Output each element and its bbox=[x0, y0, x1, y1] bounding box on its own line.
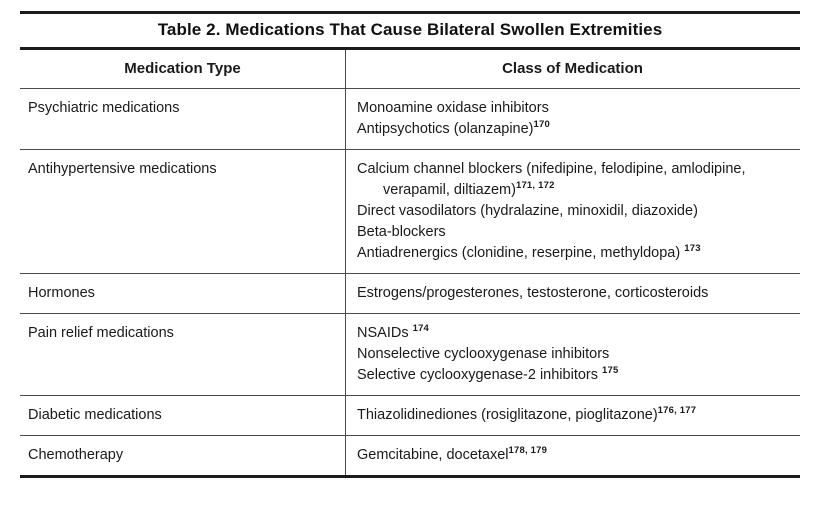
cell-medication-type: Diabetic medications bbox=[28, 407, 162, 423]
table-title: Table 2. Medications That Cause Bilateral Swollen Extremities bbox=[157, 20, 663, 39]
medication-class-text: Direct vasodilators (hydralazine, minoxidil, diazoxide) bbox=[357, 203, 698, 219]
table-header-row bbox=[20, 50, 800, 88]
table-bottom-rule bbox=[20, 475, 800, 478]
table-row bbox=[20, 396, 800, 435]
cell-medication-type: Chemotherapy bbox=[28, 447, 124, 463]
column-header-class-of-medication: Class of Medication bbox=[502, 60, 643, 77]
table-grid bbox=[20, 50, 800, 475]
table-body bbox=[20, 89, 800, 475]
medication-class-text: Gemcitabine, docetaxel bbox=[357, 447, 509, 463]
cell-class-of-medication bbox=[345, 274, 800, 313]
medication-class-line bbox=[357, 344, 792, 365]
medication-class-text: Selective cyclooxygenase-2 inhibitors bbox=[357, 367, 603, 383]
medication-class-text: Monoamine oxidase inhibitors bbox=[357, 100, 549, 116]
medication-class-text: Nonselective cyclooxygenase inhibitors bbox=[357, 346, 610, 362]
cell-class-of-medication bbox=[345, 436, 800, 475]
cell-medication-type: Psychiatric medications bbox=[28, 100, 180, 116]
table-row bbox=[20, 436, 800, 475]
medication-class-line bbox=[357, 445, 792, 466]
cell-class-of-medication bbox=[345, 396, 800, 435]
medication-class-text: Calcium channel blockers (nifedipine, felodipine, amlodipine, bbox=[357, 161, 746, 177]
table-row bbox=[20, 150, 800, 273]
medication-class-text: Beta-blockers bbox=[357, 224, 446, 240]
table-row bbox=[20, 314, 800, 395]
medication-class-line bbox=[357, 180, 792, 201]
cell-medication-type: Antihypertensive medications bbox=[28, 161, 217, 177]
cell-class-of-medication bbox=[345, 89, 800, 149]
medication-class-line bbox=[357, 222, 792, 243]
medication-class-text: Estrogens/progesterones, testosterone, corticosteroids bbox=[357, 285, 709, 301]
table-row bbox=[20, 274, 800, 313]
medication-table-figure bbox=[20, 11, 800, 478]
medication-class-line bbox=[357, 243, 792, 264]
medication-class-text: Thiazolidinediones (rosiglitazone, pioglitazone) bbox=[357, 407, 658, 423]
reference-superscript: 176, 177 bbox=[657, 405, 697, 417]
medication-class-text: NSAIDs bbox=[357, 325, 413, 341]
column-header-medication-type: Medication Type bbox=[124, 60, 241, 77]
cell-class-of-medication bbox=[345, 314, 800, 395]
cell-medication-type: Pain relief medications bbox=[28, 325, 174, 341]
reference-superscript: 175 bbox=[602, 365, 619, 377]
table-row bbox=[20, 89, 800, 149]
medication-class-line bbox=[357, 119, 792, 140]
medication-class-line bbox=[357, 405, 792, 426]
cell-class-of-medication bbox=[345, 150, 800, 273]
medication-class-line bbox=[357, 159, 792, 180]
reference-superscript: 170 bbox=[533, 119, 550, 131]
cell-medication-type: Hormones bbox=[28, 285, 95, 301]
medication-class-line bbox=[357, 323, 792, 344]
reference-superscript: 174 bbox=[412, 323, 430, 335]
medication-class-line bbox=[357, 365, 792, 386]
medication-class-line bbox=[357, 201, 792, 222]
medication-class-text: verapamil, diltiazem) bbox=[383, 182, 516, 198]
medication-class-text: Antipsychotics (olanzapine) bbox=[357, 121, 534, 137]
reference-superscript: 173 bbox=[684, 243, 701, 255]
reference-superscript: 171, 172 bbox=[515, 180, 555, 192]
medication-class-line bbox=[357, 283, 792, 304]
medication-class-text: Antiadrenergics (clonidine, reserpine, methyldopa) bbox=[357, 245, 685, 261]
reference-superscript: 178, 179 bbox=[508, 445, 548, 457]
medication-class-line bbox=[357, 98, 792, 119]
